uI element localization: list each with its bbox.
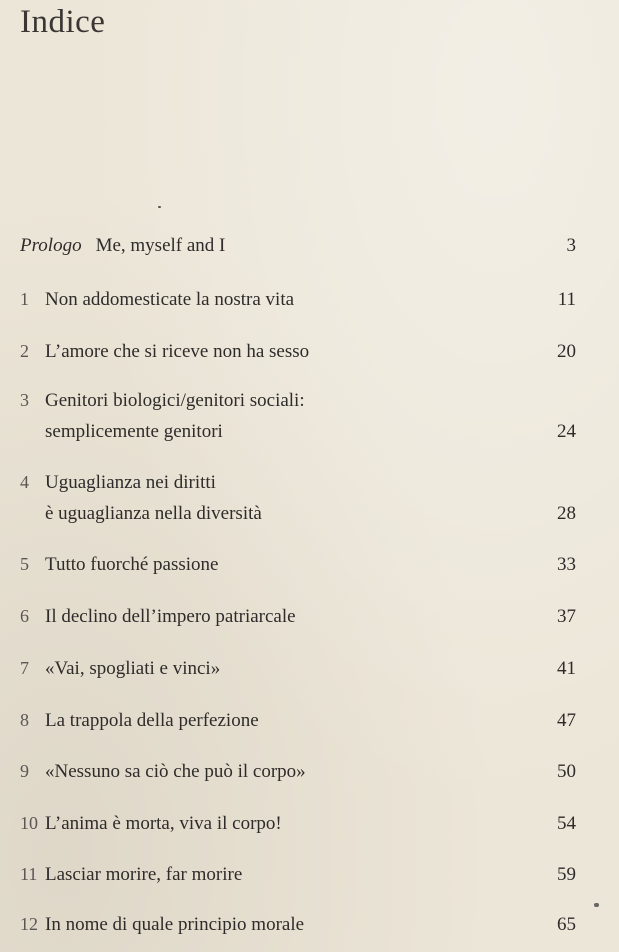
chapter-page-number: 11 xyxy=(557,289,576,310)
chapter-number: 2 xyxy=(20,341,29,361)
chapter-title: Genitori biologici/genitori sociali: semplicemente genitori xyxy=(45,390,305,442)
chapter-number: 4 xyxy=(20,472,29,492)
chapter-title: Il declino dell’impero patriarcale xyxy=(45,606,296,627)
toc-entry-prologue xyxy=(20,232,576,260)
chapter-title: Lasciar morire, far morire xyxy=(45,864,243,885)
toc-entry xyxy=(20,385,576,447)
chapter-number: 1 xyxy=(20,289,29,309)
chapter-number: 3 xyxy=(20,390,29,410)
chapter-number: 8 xyxy=(20,710,29,730)
chapter-page-number: 24 xyxy=(557,421,576,442)
prologue-label: Prologo xyxy=(20,235,82,256)
chapter-title: Non addomesticate la nostra vita xyxy=(45,289,295,310)
toc-entry xyxy=(20,284,576,315)
toc-entry xyxy=(20,653,576,684)
chapter-title: «Vai, spogliati e vinci» xyxy=(45,658,221,679)
ink-speck xyxy=(594,903,599,907)
chapter-number: 5 xyxy=(20,554,29,574)
chapter-number: 9 xyxy=(20,761,29,781)
chapter-number: 6 xyxy=(20,606,29,626)
chapter-number: 12 xyxy=(20,914,38,934)
toc-entry xyxy=(20,549,576,580)
ink-speck xyxy=(158,206,161,208)
chapter-page-number: 65 xyxy=(557,914,576,935)
toc-entry xyxy=(20,705,576,736)
chapter-title: In nome di quale principio morale xyxy=(45,914,305,935)
chapter-number: 11 xyxy=(20,864,38,884)
chapter-page-number: 54 xyxy=(557,813,576,834)
chapter-title: Uguaglianza nei diritti è uguaglianza nella diversità xyxy=(45,472,262,524)
chapter-page-number: 20 xyxy=(557,341,576,362)
prologue-title: Me, myself and I xyxy=(95,235,226,256)
chapter-page-number: 59 xyxy=(557,864,576,885)
chapter-title: La trappola della perfezione xyxy=(45,710,259,731)
toc-entry xyxy=(20,909,576,940)
chapter-page-number: 50 xyxy=(557,761,576,782)
chapter-number: 10 xyxy=(20,813,38,833)
chapter-title: Tutto fuorché passione xyxy=(45,554,219,575)
toc-entry xyxy=(20,859,576,890)
prologue-page-number: 3 xyxy=(566,235,576,256)
chapter-page-number: 28 xyxy=(557,503,576,524)
toc-entry xyxy=(20,336,576,367)
page-title: Indice xyxy=(20,4,106,40)
chapter-number: 7 xyxy=(20,658,29,678)
toc-entry xyxy=(20,756,576,787)
chapter-title: «Nessuno sa ciò che può il corpo» xyxy=(45,761,306,782)
chapter-title: L’anima è morta, viva il corpo! xyxy=(45,813,282,834)
chapter-page-number: 47 xyxy=(557,710,576,731)
chapter-title: L’amore che si riceve non ha sesso xyxy=(45,341,310,362)
toc-entry xyxy=(20,467,576,529)
toc-entry xyxy=(20,808,576,839)
chapter-page-number: 37 xyxy=(557,606,576,627)
chapter-page-number: 33 xyxy=(557,554,576,575)
toc-entry xyxy=(20,601,576,632)
chapter-page-number: 41 xyxy=(557,658,576,679)
